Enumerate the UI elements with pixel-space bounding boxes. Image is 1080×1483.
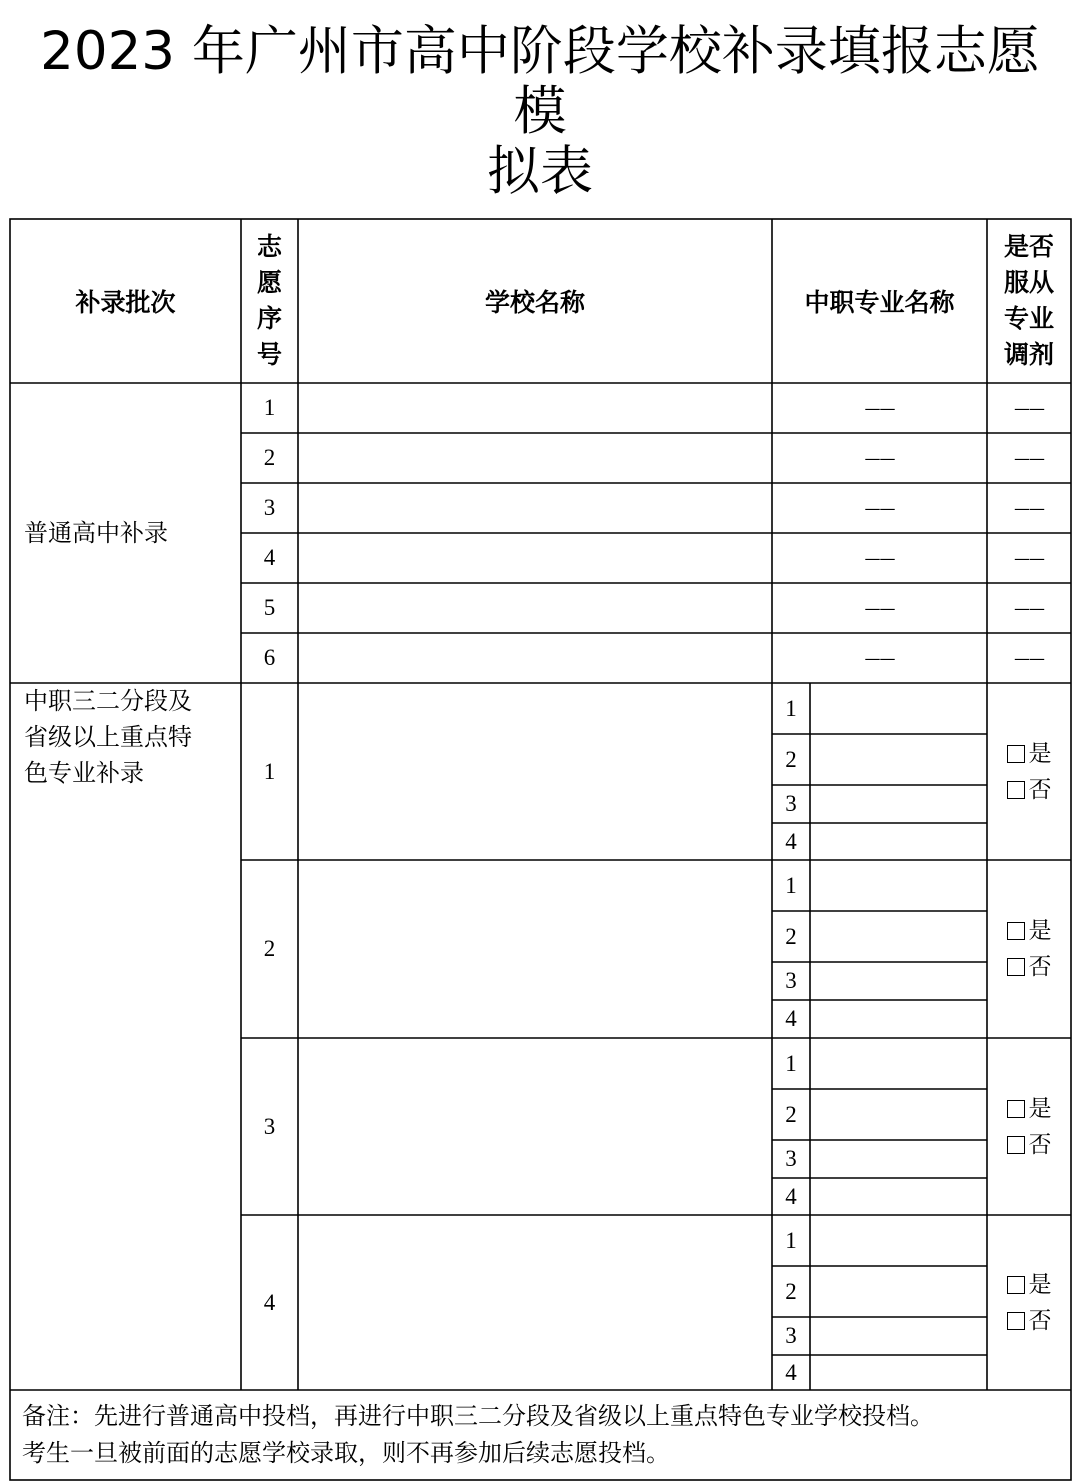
major-sub-no: 1 — [785, 872, 797, 898]
major-field[interactable] — [810, 962, 987, 1000]
header-order-char-2: 愿 — [256, 268, 282, 297]
section2-group-no: 1 — [263, 758, 276, 784]
header-order — [241, 219, 298, 383]
title-line-2: 拟表 — [487, 141, 593, 202]
header-order-char-3: 序 — [256, 304, 282, 333]
obey-no-option[interactable] — [1007, 1303, 1052, 1339]
major-sub-no: 2 — [785, 1101, 797, 1127]
section2-school-field[interactable] — [298, 683, 772, 860]
section2-school-field[interactable] — [298, 1215, 772, 1390]
major-sub-no: 3 — [785, 1323, 797, 1348]
section1-major-na: —— — [864, 448, 895, 468]
section2-group-no: 4 — [263, 1289, 276, 1315]
obey-yes-option[interactable] — [1007, 1267, 1052, 1303]
remarks-line-2: 考生一旦被前面的志愿学校录取，则不再参加后续志愿投档。 — [22, 1439, 670, 1467]
section1-row-no: 4 — [263, 545, 276, 570]
remarks-line-1: 备注：先进行普通高中投档，再进行中职三二分段及省级以上重点特色专业学校投档。 — [22, 1402, 934, 1430]
title-line-1: 2023 年广州市高中阶段学校补录填报志愿模 — [40, 21, 1040, 142]
section2-group-no: 2 — [263, 936, 276, 961]
checkbox-icon[interactable] — [1007, 1276, 1025, 1294]
obey-yes-label: 是 — [1028, 740, 1052, 767]
section1-obey-na: —— — [1014, 448, 1044, 468]
major-field[interactable] — [810, 785, 987, 823]
section1-school-field[interactable] — [298, 433, 772, 483]
section1-row-no: 2 — [263, 445, 276, 470]
checkbox-icon[interactable] — [1007, 1312, 1025, 1330]
major-field[interactable] — [810, 1178, 987, 1215]
major-sub-no: 1 — [785, 1227, 797, 1253]
section1-school-field[interactable] — [298, 583, 772, 633]
obey-yes-label: 是 — [1028, 1095, 1052, 1122]
major-field[interactable] — [810, 1000, 987, 1038]
obey-no-label: 否 — [1028, 1307, 1052, 1334]
section2-label — [10, 683, 241, 1390]
checkbox-icon[interactable] — [1007, 958, 1025, 976]
header-obey-line-2: 服从 — [1003, 268, 1054, 297]
section2-school-field[interactable] — [298, 860, 772, 1038]
major-field[interactable] — [810, 1140, 987, 1178]
major-sub-no: 4 — [785, 1359, 797, 1385]
obey-no-option[interactable] — [1007, 772, 1052, 808]
obey-options — [987, 860, 1071, 1038]
section1-school-field[interactable] — [298, 483, 772, 533]
section1-obey-na: —— — [1014, 648, 1044, 668]
header-batch: 补录批次 — [75, 288, 176, 317]
section1-row-no: 6 — [263, 645, 276, 670]
header-major: 中职专业名称 — [804, 288, 955, 317]
checkbox-icon[interactable] — [1007, 781, 1025, 799]
major-field[interactable] — [810, 734, 987, 785]
major-sub-no: 2 — [785, 746, 797, 772]
header-obey-line-1: 是否 — [1003, 232, 1054, 261]
obey-no-label: 否 — [1028, 776, 1052, 803]
section1-school-field[interactable] — [298, 633, 772, 683]
section1-obey-na: —— — [1014, 598, 1044, 618]
section1-obey-na: —— — [1014, 398, 1044, 418]
section1-row-no: 5 — [263, 595, 276, 620]
checkbox-icon[interactable] — [1007, 922, 1025, 940]
section1-major-na: —— — [864, 398, 895, 418]
major-sub-no: 3 — [785, 968, 797, 993]
major-sub-no: 4 — [785, 1006, 797, 1031]
major-sub-no: 1 — [785, 695, 797, 721]
section1-row-no: 1 — [263, 395, 276, 420]
obey-yes-option[interactable] — [1007, 1091, 1052, 1127]
major-field[interactable] — [810, 911, 987, 962]
checkbox-icon[interactable] — [1007, 1136, 1025, 1154]
section1-major-na: —— — [864, 598, 895, 618]
major-field[interactable] — [810, 1215, 987, 1266]
section1-major-na: —— — [864, 548, 895, 568]
obey-no-label: 否 — [1028, 1131, 1052, 1158]
section1-obey-na: —— — [1014, 548, 1044, 568]
major-field[interactable] — [810, 683, 987, 734]
header-order-char-4: 号 — [256, 340, 282, 369]
obey-yes-label: 是 — [1028, 918, 1052, 944]
major-field[interactable] — [810, 1266, 987, 1317]
major-sub-no: 2 — [785, 923, 797, 949]
obey-no-label: 否 — [1028, 954, 1052, 980]
section2-group-no: 3 — [263, 1113, 276, 1139]
major-sub-no: 1 — [785, 1050, 797, 1076]
major-sub-no: 3 — [785, 791, 797, 816]
major-sub-no: 4 — [785, 1183, 797, 1209]
header-obey-line-4: 调剂 — [1003, 340, 1054, 369]
checkbox-icon[interactable] — [1007, 1100, 1025, 1118]
section2-label-line-1: 中职三二分段及 — [24, 687, 192, 715]
obey-options — [987, 683, 1071, 860]
section1-label: 普通高中补录 — [24, 519, 168, 547]
major-field[interactable] — [810, 1038, 987, 1089]
obey-yes-option[interactable] — [1007, 913, 1052, 949]
header-obey — [987, 219, 1071, 383]
obey-yes-option[interactable] — [1007, 736, 1052, 772]
major-field[interactable] — [810, 1317, 987, 1355]
header-school: 学校名称 — [484, 288, 585, 317]
obey-options — [987, 1038, 1071, 1215]
header-order-char-1: 志 — [256, 232, 282, 261]
obey-options — [987, 1215, 1071, 1390]
remarks-note — [22, 1398, 1067, 1472]
major-field[interactable] — [810, 1355, 987, 1390]
section1-row-no: 3 — [263, 495, 276, 520]
section2-label-line-2: 省级以上重点特 — [24, 723, 192, 751]
major-field[interactable] — [810, 1089, 987, 1140]
major-field[interactable] — [810, 860, 987, 911]
major-sub-no: 3 — [785, 1146, 797, 1171]
obey-no-option[interactable] — [1007, 949, 1052, 985]
header-obey-line-3: 专业 — [1003, 304, 1054, 333]
section2-school-field[interactable] — [298, 1038, 772, 1215]
checkbox-icon[interactable] — [1007, 745, 1025, 763]
section1-major-na: —— — [864, 648, 895, 668]
section1-school-field[interactable] — [298, 383, 772, 433]
obey-yes-label: 是 — [1028, 1271, 1052, 1298]
section2-label-line-3: 色专业补录 — [24, 759, 144, 787]
major-sub-no: 4 — [785, 828, 797, 854]
obey-no-option[interactable] — [1007, 1127, 1052, 1163]
section1-school-field[interactable] — [298, 533, 772, 583]
major-field[interactable] — [810, 823, 987, 860]
major-sub-no: 2 — [785, 1278, 797, 1304]
section1-obey-na: —— — [1014, 498, 1044, 518]
section1-major-na: —— — [864, 498, 895, 518]
